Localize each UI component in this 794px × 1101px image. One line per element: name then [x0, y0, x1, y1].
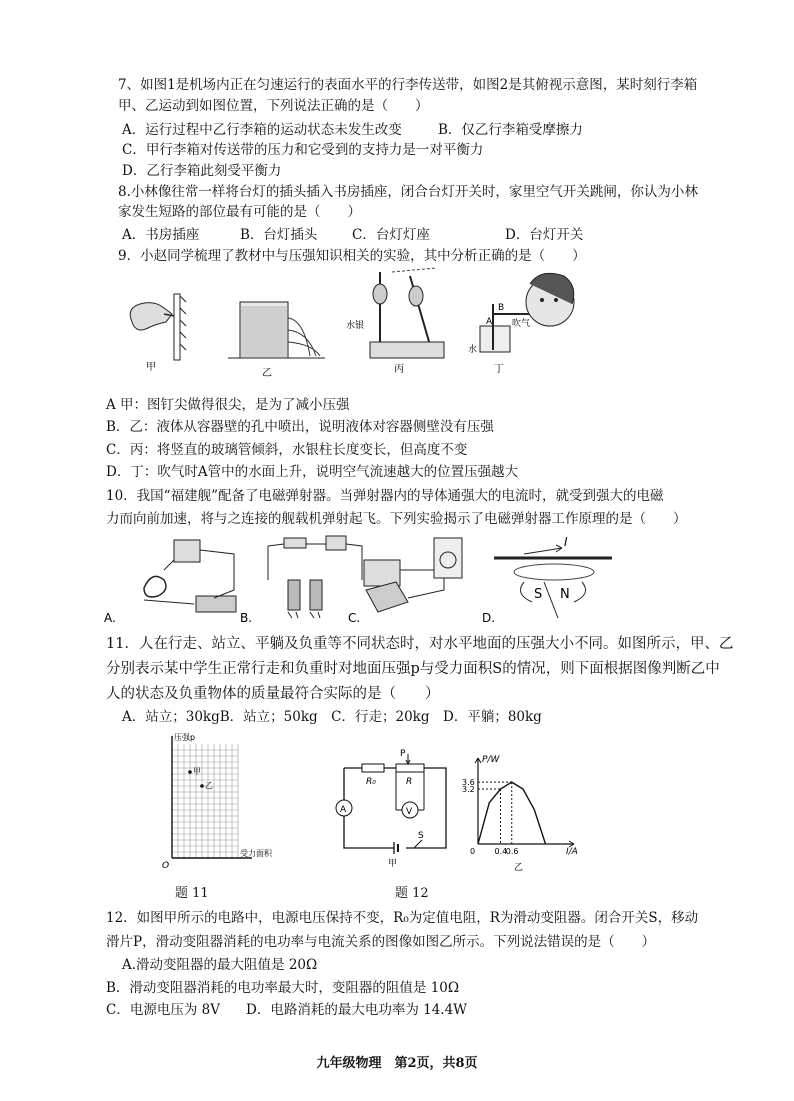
q10-option-c-label: C. — [348, 611, 361, 625]
q10-stem-line2: 力而向前加速，将与之连接的舰载机弹射起飞。下列实验揭示了电磁弹射器工作原理的是（ ） — [106, 511, 687, 527]
q7-option-a: A．运行过程中乙行李箱的运动状态未发生改变 — [122, 122, 402, 138]
q7-option-b: B．仅乙行李箱受摩擦力 — [438, 122, 583, 138]
q9-fig-jia-thumbtack — [130, 294, 186, 373]
q12-resistor-r0 — [362, 764, 384, 772]
q10-option-d-label: D. — [482, 611, 496, 625]
q11-graph-yi: 乙 — [205, 781, 213, 790]
q8-option-a: A．书房插座 — [122, 227, 200, 243]
q7-stem-line2: 甲、乙运动到如图位置，下列说法正确的是（ ） — [118, 98, 429, 114]
page-footer: 九年级物理 第2页，共8页 — [316, 1056, 478, 1071]
q7-option-d: D．乙行李箱此刻受平衡力 — [122, 163, 282, 179]
q9-fig-ding-label: 丁 — [494, 364, 504, 375]
q10-fig-d — [482, 535, 612, 625]
q9-fig-jia-label: 甲 — [146, 362, 156, 373]
q11-point-yi — [200, 784, 204, 788]
y-tick-label: 3.2 — [462, 784, 475, 794]
q9-option-c: C．丙：将竖直的玻璃管倾斜，水银柱长度变长，但高度不变 — [106, 442, 468, 458]
q7-option-c: C．甲行李箱对传送带的压力和它受到的支持力是一对平衡力 — [122, 142, 484, 158]
q11-caption: 题 11 — [175, 886, 209, 901]
q11-graph-ylabel: 压强p — [174, 733, 196, 742]
q11-graph-xlabel: 受力面积 — [240, 849, 272, 858]
q9-tube-a-label: A — [486, 317, 493, 327]
q8-option-d: D．台灯开关 — [505, 227, 584, 243]
q12-fig-yi-label: 乙 — [514, 863, 524, 872]
q8-stem-line1: 8.小林像往常一样将台灯的插头插入书房插座，闭合台灯开关时，家里空气开关跳闸，你认为小林 — [118, 184, 698, 200]
q9-water-label: 水 — [468, 345, 478, 355]
q10-option-a-label: A. — [104, 611, 116, 625]
q10-figures — [104, 530, 614, 630]
q12-switch-label: S — [418, 831, 424, 841]
q11-options: A．站立；30kgB．站立；50kg C．行走；20kg D．平躺；80kg — [122, 709, 542, 725]
q11-graph-jia: 甲 — [193, 767, 201, 776]
q9-option-b: B．乙：液体从容器壁的孔中喷出，说明液体对容器侧壁没有压强 — [106, 419, 494, 435]
q9-fig-ding-blowing — [468, 273, 574, 375]
q9-option-a: A 甲：图钉尖做得很尖，是为了减小压强 — [106, 397, 350, 413]
q9-figures — [110, 264, 580, 382]
x-tick-label: 0.4 — [494, 847, 508, 856]
q12-r-label: R — [406, 777, 413, 787]
q12-fig-jia-label: 甲 — [388, 859, 398, 868]
q12-option-a: A.滑动变阻器的最大阻值是 20Ω — [122, 957, 318, 973]
q11-grid — [172, 744, 238, 858]
q9-mercury-label: 水银 — [346, 321, 365, 331]
q11-stem-line2: 分别表示某中学生正常行走和负重时对地面压强p与受力面积S的情况，则下面根据图像判断乙中 — [106, 661, 720, 677]
q7-stem-line1: 7、如图1是机场内正在匀速运行的表面水平的行李传送带，如图2是其俯视示意图，某时刻行李箱 — [118, 77, 698, 93]
q9-blow-label: 吹气 — [512, 319, 531, 329]
q11-graph-origin: O — [162, 861, 170, 871]
x-tick-label: 0 — [470, 847, 476, 856]
q12-stem-line2: 滑片P，滑动变阻器消耗的电功率与电流关系的图像如图乙所示。下列说法错误的是（ ） — [106, 934, 656, 950]
q12-stem-line1: 12．如图甲所示的电路中，电源电压保持不变，R₀为定值电阻，R为滑动变阻器。闭合开关S，移动 — [106, 910, 699, 926]
y-tick-label: 3.6 — [462, 778, 475, 788]
q9-stem: 9．小赵同学梳理了教材中与压强知识相关的实验，其中分析正确的是（ ） — [118, 248, 586, 264]
q10-south-label: S — [534, 587, 543, 602]
q10-stem-line1: 10．我国“福建舰”配备了电磁弹射器。当弹射器内的导体通强大的电流时，就受到强大的电磁 — [106, 488, 664, 504]
q11-stem-line1: 11．人在行走、站立、平躺及负重等不同状态时，对水平地面的压强大小不同。如图所示，甲、乙 — [106, 636, 734, 652]
q12-rheostat-r — [396, 764, 424, 772]
q12-ammeter-label: A — [340, 805, 347, 815]
q8-option-c: C．台灯灯座 — [352, 227, 430, 243]
q12-circuit — [334, 748, 454, 868]
q12-option-b: B．滑动变阻器消耗的电功率最大时，变阻器的阻值是 10Ω — [106, 980, 460, 996]
q12-voltmeter-label: V — [406, 807, 413, 817]
q10-option-b-label: B. — [240, 611, 253, 625]
q9-fig-yi-container — [228, 302, 325, 379]
q11-point-jia — [188, 770, 192, 774]
q10-fig-a — [104, 540, 236, 625]
q8-option-b: B．台灯插头 — [240, 227, 318, 243]
q12-option-d: D．电路消耗的最大电功率为 14.4W — [246, 1002, 468, 1018]
q11-pressure-graph — [160, 730, 290, 880]
q12-p-label: P — [400, 749, 406, 759]
q8-stem-line2: 家发生短路的部位最有可能的是（ ） — [118, 204, 361, 220]
q12-caption: 题 12 — [395, 886, 429, 901]
q9-tube-b-label: B — [498, 303, 505, 313]
x-tick-label: 0.6 — [505, 847, 519, 856]
q10-fig-b — [240, 536, 362, 625]
q12-option-c: C．电源电压为 8V — [106, 1002, 220, 1018]
q9-fig-bing-torricelli — [346, 268, 444, 375]
q9-fig-bing-label: 丙 — [394, 364, 404, 375]
q11-stem-line3: 人的状态及负重物体的质量最符合实际的是（ ） — [106, 686, 440, 702]
q12-chart-ylabel: P/W — [482, 755, 500, 765]
q10-fig-c — [348, 538, 462, 625]
q10-current-label: I — [564, 535, 568, 549]
q12-power-current-chart — [462, 752, 586, 872]
q12-r0-label: R₀ — [366, 777, 376, 787]
q10-north-label: N — [560, 587, 570, 602]
q9-option-d: D．丁：吹气时A管中的水面上升，说明空气流速越大的位置压强越大 — [106, 464, 519, 480]
q9-fig-yi-label: 乙 — [262, 368, 272, 379]
q12-chart-xlabel: I/A — [566, 847, 578, 857]
